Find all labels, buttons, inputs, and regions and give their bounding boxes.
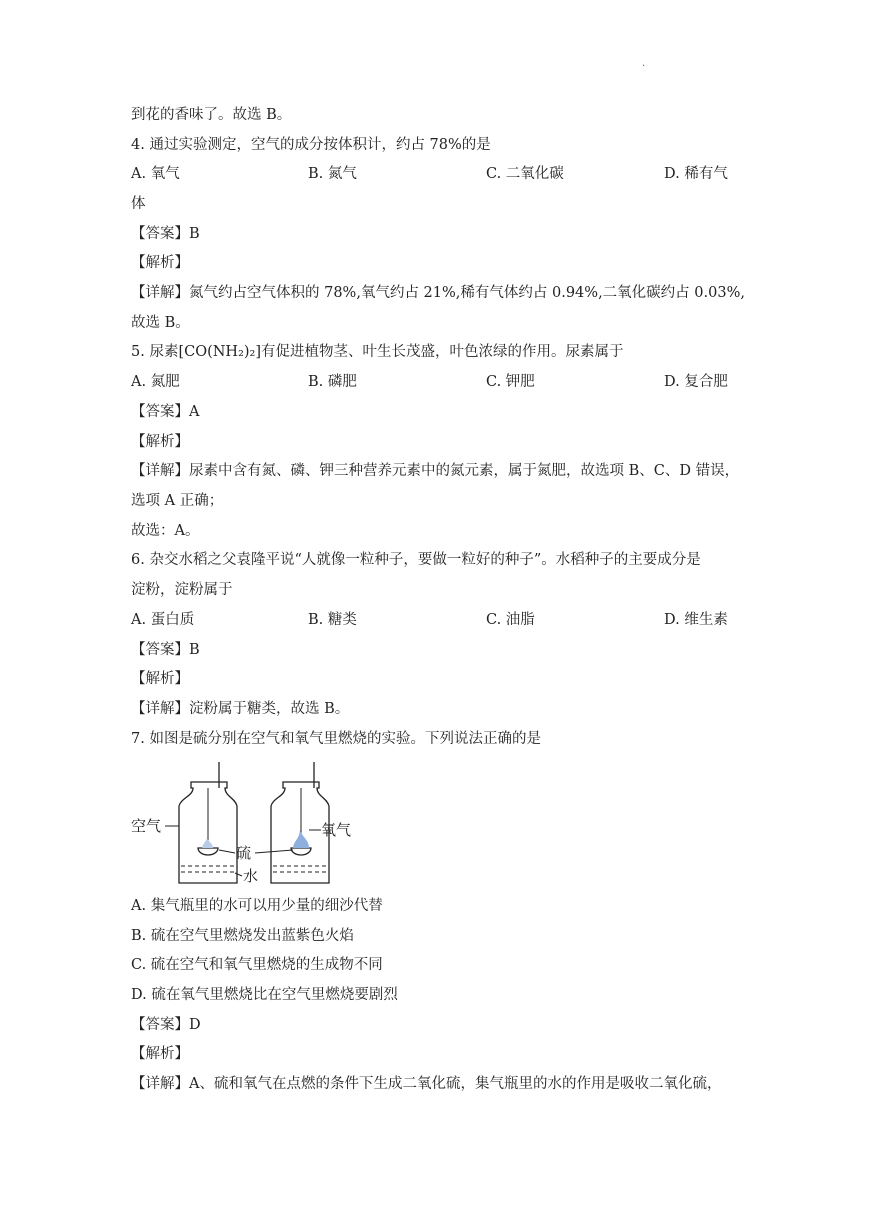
answer-label: 【答案】B <box>131 642 200 658</box>
q4-option-d: D. 稀有气 <box>664 166 728 182</box>
q5-option-a: A. 氮肥 <box>131 374 180 390</box>
detail-text: 【详解】氮气约占空气体积的 78%,氧气约占 21%,稀有气体约占 0.94%,二氧化碳约占 0.03%, <box>131 285 745 301</box>
text-line: 到花的香味了。故选 B。 <box>131 107 292 123</box>
answer-label: 【答案】D <box>131 1017 201 1033</box>
q5-option-b: B. 磷肥 <box>308 374 357 390</box>
label-sulfur: 硫 <box>236 844 252 862</box>
analysis-label: 【解析】 <box>131 1046 189 1062</box>
analysis-label: 【解析】 <box>131 255 189 271</box>
q7-option-d: D. 硫在氧气里燃烧比在空气里燃烧要剧烈 <box>131 987 398 1003</box>
question-4: 4. 通过实验测定，空气的成分按体积计，约占 78%的是 <box>131 137 491 153</box>
text-line: 故选 B。 <box>131 315 190 331</box>
q7-option-a: A. 集气瓶里的水可以用少量的细沙代替 <box>131 898 383 914</box>
sulfur-combustion-figure <box>131 760 371 890</box>
text-line: 体 <box>131 196 146 212</box>
label-water: 水 <box>243 867 259 885</box>
label-oxygen: 氧气 <box>321 821 352 839</box>
q6-option-b: B. 糖类 <box>308 612 357 628</box>
detail-text: 【详解】A、硫和氧气在点燃的条件下生成二氧化硫，集气瓶里的水的作用是吸收二氧化硫， <box>131 1076 722 1092</box>
answer-label: 【答案】B <box>131 226 200 242</box>
q6-option-c: C. 油脂 <box>486 612 535 628</box>
answer-label: 【答案】A <box>131 404 200 420</box>
question-7: 7. 如图是硫分别在空气和氧气里燃烧的实验。下列说法正确的是 <box>131 731 541 747</box>
q5-option-d: D. 复合肥 <box>664 374 728 390</box>
q4-option-a: A. 氧气 <box>131 166 180 182</box>
q4-option-b: B. 氮气 <box>308 166 357 182</box>
label-air: 空气 <box>131 817 162 835</box>
text-line: 淀粉，淀粉属于 <box>131 582 233 598</box>
text-line: 故选：A。 <box>131 523 200 539</box>
q4-option-c: C. 二氧化碳 <box>486 166 564 182</box>
q7-option-c: C. 硫在空气和氧气里燃烧的生成物不同 <box>131 957 383 973</box>
question-6: 6. 杂交水稻之父袁隆平说“人就像一粒种子，要做一粒好的种子”。水稻种子的主要成分是 <box>131 552 701 568</box>
question-5: 5. 尿素[CO(NH₂)₂]有促进植物茎、叶生长茂盛，叶色浓绿的作用。尿素属于 <box>131 344 624 360</box>
analysis-label: 【解析】 <box>131 671 189 687</box>
air-bottle <box>179 762 237 883</box>
q5-option-c: C. 钾肥 <box>486 374 535 390</box>
flame-icon <box>293 830 309 848</box>
analysis-label: 【解析】 <box>131 434 189 450</box>
detail-text: 【详解】淀粉属于糖类，故选 B。 <box>131 701 350 717</box>
text-line: 选项 A 正确； <box>131 493 224 509</box>
header-mark: . <box>642 58 646 69</box>
flame-icon <box>202 838 213 848</box>
detail-text: 【详解】尿素中含有氮、磷、钾三种营养元素中的氮元素，属于氮肥，故选项 B、C、D 错误， <box>131 463 740 479</box>
q7-option-b: B. 硫在空气里燃烧发出蓝紫色火焰 <box>131 928 354 944</box>
q6-option-d: D. 维生素 <box>664 612 728 628</box>
q6-option-a: A. 蛋白质 <box>131 612 195 628</box>
